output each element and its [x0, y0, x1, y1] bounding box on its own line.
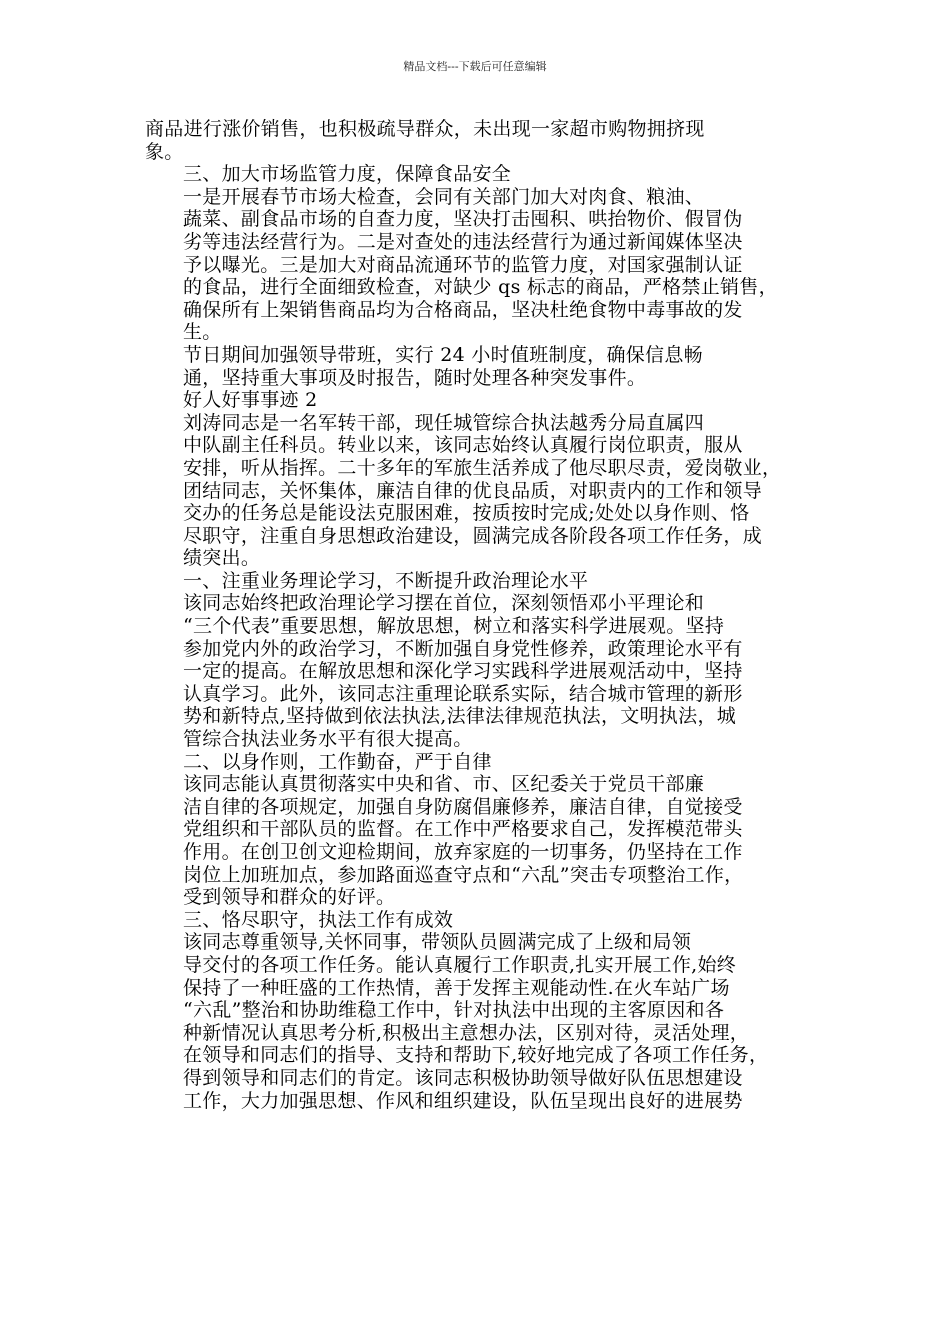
page-header: 精品文档---下载后可任意编辑 [403, 60, 547, 73]
text-line: 一是开展春节市场大检查，会同有关部门加大对肉食、粮油、 [183, 185, 705, 208]
paragraph [145, 118, 813, 163]
text-line: 生。 [183, 321, 222, 344]
paragraph [145, 163, 813, 186]
text-line: 该同志能认真贯彻落实中央和省、市、区纪委关于党员干部廉 [183, 773, 705, 796]
text-line: 三、恪尽职守，执法工作有成效 [183, 908, 454, 931]
text-line: 蔬菜、副食品市场的自查力度，坚决打击囤积、哄抬物价、假冒伪 [183, 208, 743, 231]
text-line: 工作，大力加强思想、作风和组织建设，队伍呈现出良好的进展势 [183, 1089, 743, 1112]
text-line: “三个代表”重要思想，解放思想，树立和落实科学进展观。坚持 [183, 615, 725, 638]
text-line: 尽职守，注重自身思想政治建设，圆满完成各阶段各项工作任务，成 [183, 524, 763, 547]
text-line: 该同志尊重领导,关怀同事，带领队员圆满完成了上级和局领 [183, 931, 692, 954]
paragraph [145, 909, 813, 932]
text-line: 团结同志，关怀集体，廉洁自律的优良品质，对职责内的工作和领导 [183, 479, 763, 502]
paragraph [145, 931, 813, 1112]
text-line: 商品进行涨价销售，也积极疏导群众，未出现一家超市购物拥挤现 [145, 118, 705, 140]
text-line: 安排，听从指挥。二十多年的军旅生活养成了他尽职尽责，爱岗敬业， [183, 456, 782, 479]
text-line: 受到领导和群众的好评。 [183, 886, 396, 909]
text-line: 绩突出。 [183, 547, 261, 570]
text-line: 的食品，进行全面细致检查，对缺少 qs 标志的商品，严格禁止销售， [183, 276, 778, 299]
text-line: 导交付的各项工作任务。能认真履行工作职责,扎实开展工作,始终 [183, 953, 737, 976]
text-line: 得到领导和同志们的肯定。该同志积极协助领导做好队伍思想建设 [183, 1066, 743, 1089]
text-line: 参加党内外的政治学习，不断加强自身党性修养，政策理论水平有 [183, 637, 743, 660]
text-line: 通，坚持重大事项及时报告，随时处理各种突发事件。 [183, 366, 647, 389]
paragraph [145, 751, 813, 774]
paragraph [145, 344, 813, 389]
document-body [145, 118, 813, 1112]
text-line: 中队副主任科员。转业以来，该同志始终认真履行岗位职责，服从 [183, 434, 743, 457]
paragraph [145, 389, 813, 412]
text-line: 节日期间加强领导带班，实行 24 小时值班制度，确保信息畅 [183, 343, 703, 366]
text-line: 种新情况认真思考分析,积极出主意想办法，区别对待，灵活处理， [183, 1021, 750, 1044]
text-line: 三、加大市场监管力度，保障食品安全 [183, 163, 512, 186]
text-line: 刘涛同志是一名军转干部，现任城管综合执法越秀分局直属四 [183, 411, 705, 434]
text-line: 作用。在创卫创文迎检期间，放弃家庭的一切事务，仍坚持在工作 [183, 841, 743, 863]
text-line: 予以曝光。三是加大对商品流通环节的监管力度，对国家强制认证 [183, 253, 743, 276]
text-line: “六乱”整治和协助维稳工作中，针对执法中出现的主客原因和各 [183, 999, 725, 1022]
text-line: 该同志始终把政治理论学习摆在首位，深刻领悟邓小平理论和 [183, 592, 705, 615]
text-line: 一、注重业务理论学习，不断提升政治理论水平 [183, 569, 589, 592]
paragraph [145, 592, 813, 750]
paragraph [145, 773, 813, 909]
text-line: 一定的提高。在解放思想和深化学习实践科学进展观活动中，坚持 [183, 660, 743, 683]
text-line: 保持了一种旺盛的工作热情，善于发挥主观能动性.在火车站广场 [183, 976, 730, 999]
text-line: 认真学习。此外，该同志注重理论联系实际，结合城市管理的新形 [183, 682, 743, 705]
text-line: 劣等违法经营行为。二是对查处的违法经营行为通过新闻媒体坚决 [183, 230, 743, 253]
text-line: 党组织和干部队员的监督。在工作中严格要求自己，发挥模范带头 [183, 818, 743, 841]
text-line: 交办的任务总是能设法克服困难，按质按时完成;处处以身作则、恪 [183, 502, 750, 525]
text-line: 象。 [145, 140, 184, 163]
paragraph [145, 412, 813, 570]
text-line: 二、以身作则，工作勤奋，严于自律 [183, 750, 492, 773]
paragraph [145, 186, 813, 344]
text-line: 在领导和同志们的指导、支持和帮助下,较好地完成了各项工作任务， [183, 1044, 769, 1067]
text-line: 好人好事事迹 2 [183, 389, 318, 412]
text-line: 洁自律的各项规定，加强自身防腐倡廉修养，廉洁自律，自觉接受 [183, 795, 743, 818]
text-line: 管综合执法业务水平有很大提高。 [183, 728, 473, 751]
text-line: 势和新特点,坚持做到依法执法,法律法律规范执法，文明执法，城 [183, 705, 737, 728]
text-line: 确保所有上架销售商品均为合格商品，坚决杜绝食物中毒事故的发 [183, 298, 743, 321]
paragraph [145, 570, 813, 593]
text-line: 岗位上加班加点，参加路面巡查守点和“六乱”突击专项整治工作， [183, 863, 744, 886]
